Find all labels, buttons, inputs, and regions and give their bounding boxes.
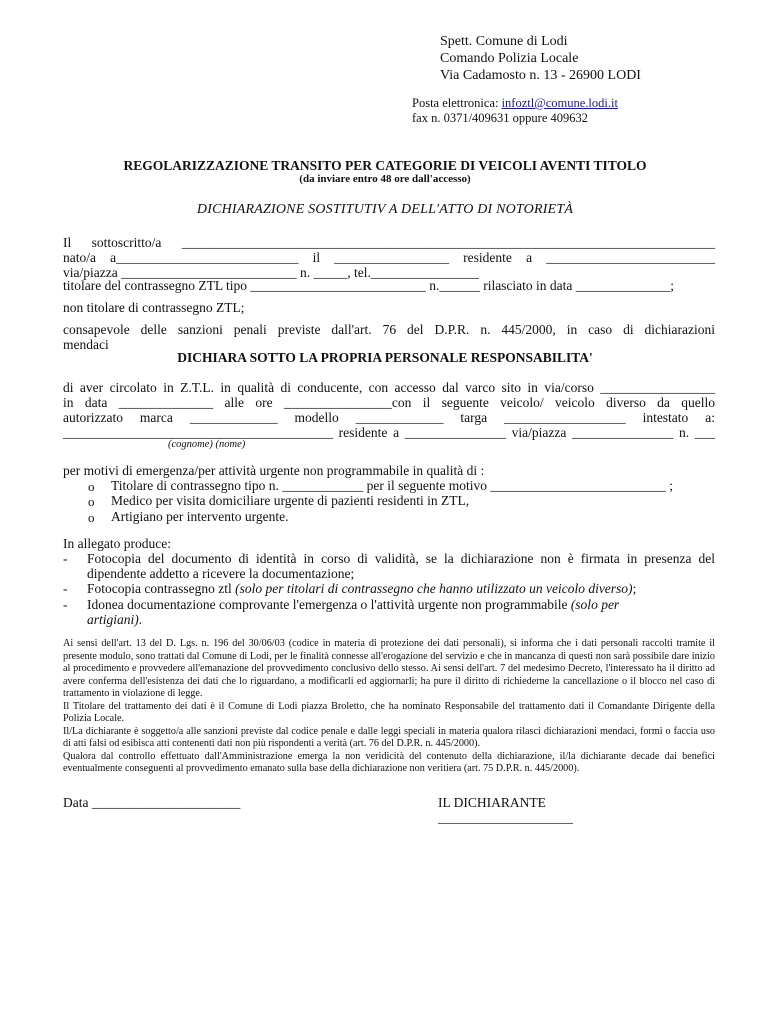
attachment-id-line-1: Fotocopia del documento di identità in corso di validità, se la dichiarazione non è firmata in presenza del [87, 551, 715, 566]
attachment-permit-text: Fotocopia contrassegno ztl [87, 581, 236, 596]
email-line [412, 96, 618, 111]
attachment-evidence-note: (solo per [570, 597, 620, 612]
reasons-intro: per motivi di emergenza/per attività urgente non programmabile in qualità di : [63, 463, 485, 478]
bullet-marker: o [88, 494, 95, 509]
bullet-marker: o [88, 479, 95, 494]
privacy-paragraph: Ai sensi dell'art. 13 del D. Lgs. n. 196 del 30/06/03 (codice in materia di protezione dei dati personali), si informa che i dati personali raccolti tramite il presente modulo, sono trattati dal Comune di Lodi, per le finalità connesse all'erogazione del servizio e che in mancanza di questi non sarà possibile dare inizio al procedimento e provvedere all'emanazione del provvedimento conclusivo dello stesso. Ai sensi dell'art. 7 del medesimo Decreto, l'interessato ha il diritto ad avere conferma dell'esistenza dei dati che lo riguardano, a modificarli ed aggiornarli; ha pure il diritto di richiederne la cancellazione o il blocco nel caso di trattamento in violazione di legge. [63, 638, 715, 699]
reason-item: Artigiano per intervento urgente. [111, 509, 289, 524]
circulation-line-1: di aver circolato in Z.T.L. in qualità di conducente, con accesso dal varco sito in via/corso _________________ [63, 380, 715, 395]
attachment-permit-note: (solo per titolari di contrassegno che hanno utilizzato un veicolo diverso) [235, 581, 633, 596]
attachment-evidence-line-1 [87, 597, 619, 613]
recipient-line-3: Via Cadamosto n. 13 - 26900 LODI [440, 68, 641, 83]
legal-notice [63, 638, 715, 776]
name-caption: (cognome) (nome) [168, 439, 246, 450]
sanctions-paragraph: Il/La dichiarante è soggetto/a alle sanzioni previste dal codice penale e dalle leggi speciali in materia qualora rilasci dichiarazioni mendaci, formi o faccia uso di atti falsi od esibisca atti contenenti dati non più rispondenti a verità (art. 76 del D.P.R. n. 445/2000). [63, 725, 715, 749]
dash-marker: - [63, 581, 68, 596]
circulation-line-4: ________________________________________ residente a _______________ via/piazza _______________ n. ___ [63, 425, 715, 440]
recipient-line-2: Comando Polizia Locale [440, 51, 579, 66]
fax-line: fax n. 0371/409631 oppure 409632 [412, 111, 589, 125]
attachment-evidence-note-end: artigiani) [87, 612, 139, 627]
reason-item: Medico per visita domiciliare urgente di pazienti residenti in ZTL, [111, 493, 470, 508]
field-line-address: via/piazza __________________________ n. _____, tel.________________ [63, 265, 479, 280]
recipient-line-1: Spett. Comune di Lodi [440, 34, 568, 49]
attachment-evidence-text: Idonea documentazione comprovante l'emergenza o l'attività urgente non programmabile [87, 597, 571, 612]
field-line-not-holder: non titolare di contrassegno ZTL; [63, 300, 245, 315]
attachment-permit-copy [87, 581, 636, 597]
signature-line: ____________________ [438, 810, 573, 825]
attachment-evidence-line-2 [87, 612, 142, 628]
date-field: Data ______________________ [63, 795, 241, 810]
awareness-line-1: consapevole delle sanzioni penali previste dall'art. 76 del D.P.R. n. 445/2000, in caso di dichiarazioni [63, 322, 715, 337]
bullet-marker: o [88, 510, 95, 525]
declaration-heading: DICHIARAZIONE SOSTITUTIV A DELL'ATTO DI NOTORIETÀ [196, 202, 574, 217]
signer-label: IL DICHIARANTE [438, 795, 546, 810]
field-line-name: Il sottoscritto/a _______________________________________________________________________________ [63, 235, 715, 250]
attachments-intro: In allegato produce: [63, 536, 171, 551]
attachment-permit-end: ; [632, 581, 637, 596]
circulation-line-3: autorizzato marca _____________ modello _____________ targa __________________ intestato a: [63, 410, 715, 425]
benefit-loss-paragraph: Qualora dal controllo effettuato dall'Amministrazione emerga la non veridicità del contenuto della dichiarazione, il/la dichiarante decade dai benefici eventualmente conseguenti al provvedimento emanato sulla base della dichiarazione non veritiera (art. 75 D.P.R. n. 445/2000). [63, 750, 715, 774]
declares-heading: DICHIARA SOTTO LA PROPRIA PERSONALE RESPONSABILITA' [177, 350, 593, 365]
awareness-line-2: mendaci [63, 337, 109, 352]
field-line-ztl-holder: titolare del contrassegno ZTL tipo __________________________ n.______ rilasciato in data ______________; [63, 278, 675, 293]
email-link[interactable]: infoztl@comune.lodi.it [501, 96, 618, 110]
document-title: REGOLARIZZAZIONE TRANSITO PER CATEGORIE DI VEICOLI AVENTI TITOLO [123, 158, 647, 173]
dash-marker: - [63, 551, 68, 566]
attachment-evidence-end: . [138, 612, 143, 627]
dash-marker: - [63, 597, 68, 612]
field-line-birth: nato/a a___________________________ il _________________ residente a _________________________ [63, 250, 715, 265]
attachment-id-line-2: dipendente addetto a ricevere la documentazione; [87, 566, 355, 581]
email-label: Posta elettronica: [412, 96, 502, 110]
document-subtitle: (da inviare entro 48 ore dall'accesso) [299, 173, 471, 185]
circulation-line-2: in data ______________ alle ore ________________con il seguente veicolo/ veicolo diverso da quello [63, 395, 715, 410]
data-controller-paragraph: Il Titolare del trattamento dei dati è il Comune di Lodi piazza Broletto, che ha nominato Responsabile del trattamento dati il Comandante Dirigente della Polizia Locale. [63, 700, 715, 724]
reason-item: Titolare di contrassegno tipo n. ____________ per il seguente motivo __________________________ ; [111, 478, 673, 493]
